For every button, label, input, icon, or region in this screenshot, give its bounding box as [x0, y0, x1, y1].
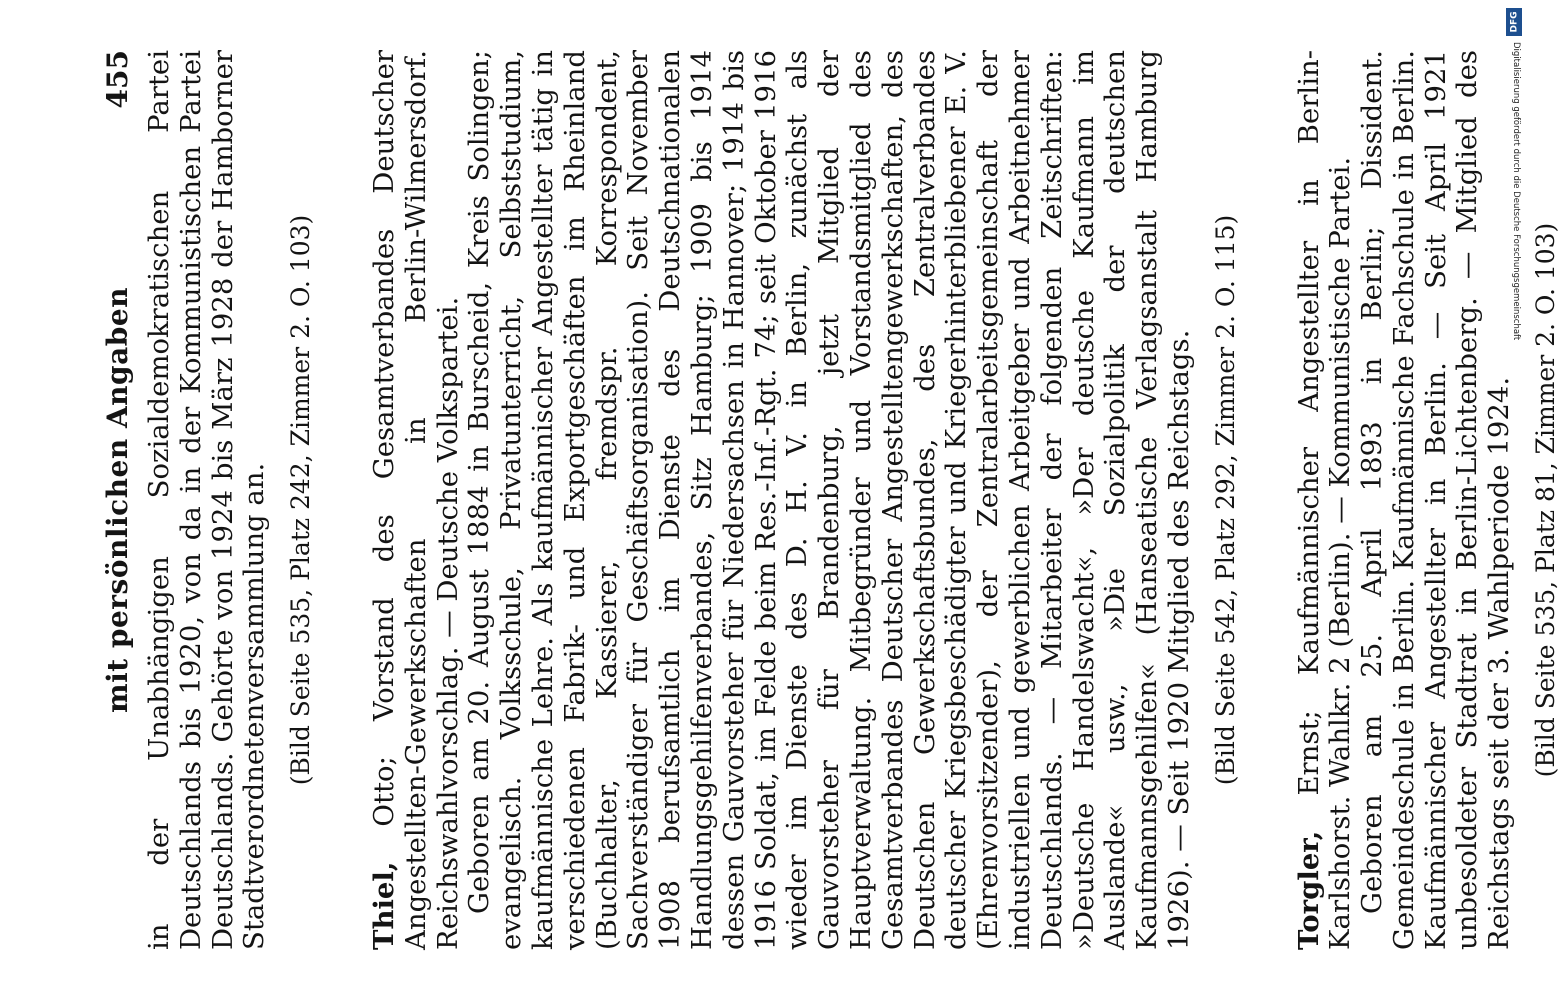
entry-name: Thiel,: [367, 861, 400, 950]
page-header: [100, 50, 144, 950]
entry-headline-text: Ernst; Kaufmännischer Angestellter in Berlin-Karlshorst. Wahlkr. 2 (Berlin). — Kommunistische Partei.: [1292, 50, 1357, 950]
dfg-logo: [1506, 8, 1522, 36]
entry-continuation-text: in der Unabhängigen Sozialdemokratischen Partei Deutschlands bis 1920, von da in der Kommunistischen Partei Deutschlands. Gehörte von 1924 bis März 1928 der Hamborner Stadtverordnetenversammlung an.: [143, 50, 271, 950]
photo-reference: (Bild Seite 542, Platz 292, Zimmer 2. O. 115): [1210, 214, 1240, 786]
running-head: mit persönlichen Angaben: [101, 286, 134, 714]
entry-headline-text: Otto; Vorstand des Gesamtverbandes Deutscher Angestellten-Gewerkschaften in Berlin-Wilmersdorf. Reichswahlvorschlag. — Deutsche Volkspartei.: [367, 50, 464, 950]
entry-headline: [369, 50, 464, 950]
entry-body: Geboren am 25. April 1893 in Berlin; Dissident. Gemeindeschule in Berlin. Kaufmännische Fachschule in Berlin. Kaufmännischer Angestellter in Berlin. — Seit April 1921 unbesoldeter Stadtrat in Berlin-Lichtenberg. — Mitglied des Reichstags seit der 3. Wahlperiode 1924.: [1356, 50, 1516, 950]
dfg-funding-notice: Digitalisierung gefördert durch die Deutsche Forschungsgemeinschaft: [1511, 42, 1521, 341]
entry-name: Torgler,: [1292, 830, 1325, 950]
biography-entry-thiel: [369, 50, 1242, 950]
photo-reference: (Bild Seite 535, Platz 242, Zimmer 2. O. 103): [286, 214, 316, 786]
entry-body: Geboren am 20. August 1884 in Burscheid, Kreis Solingen; evangelisch. Volksschule, Privatunterricht, Selbststudium, kaufmännische Lehre. Als kaufmännischer Angestellter tätig in verschiedenen Fabrik- und Exportgeschäften im Rheinland (Buchhalter, Kassierer, fremdspr. Korrespondent, Sachverständiger für Geschäftsorganisation). Seit November 1908 berufsamtlich im Dienste des Deutschnationalen Handlungsgehilfenverbandes, Sitz Hamburg; 1909 bis 1914 dessen Gauvorsteher für Niedersachsen in Hannover; 1914 bis 1916 Soldat, im Felde beim Res.-Inf.-Rgt. 74; seit Oktober 1916 wieder im Dienste des D. H. V. in Berlin, zunächst als Gauvorsteher für Brandenburg, jetzt Mitglied der Hauptverwaltung. Mitbegründer und Vorstandsmitglied des Gesamtverbandes Deutscher Angestelltengewerkschaften, des Deutschen Gewerkschaftsbundes, des Zentralverbandes deutscher Kriegsbeschädigter und Kriegerhinterbliebener E. V. (Ehrenvorsitzender), der Zentralarbeitsgemeinschaft der industriellen und gewerblichen Arbeitgeber und Arbeitnehmer Deutschlands. — Mitarbeiter der folgenden Zeitschriften: »Deutsche Handelswacht«, »Der deutsche Kaufmann im Auslande« usw., »Die Sozialpolitik der deutschen Kaufmannsgehilfen« (Hanseatische Verlagsanstalt Hamburg 1926). — Seit 1920 Mitglied des Reichstags.: [463, 50, 1195, 950]
dfg-sidebar: [1498, 0, 1528, 1000]
photo-reference: (Bild Seite 535, Platz 81, Zimmer 2. O. 103): [1531, 222, 1561, 778]
dfg-logo-text: DFG: [1509, 11, 1520, 33]
page-number: 455: [101, 50, 134, 109]
entry-headline: [1294, 50, 1358, 950]
